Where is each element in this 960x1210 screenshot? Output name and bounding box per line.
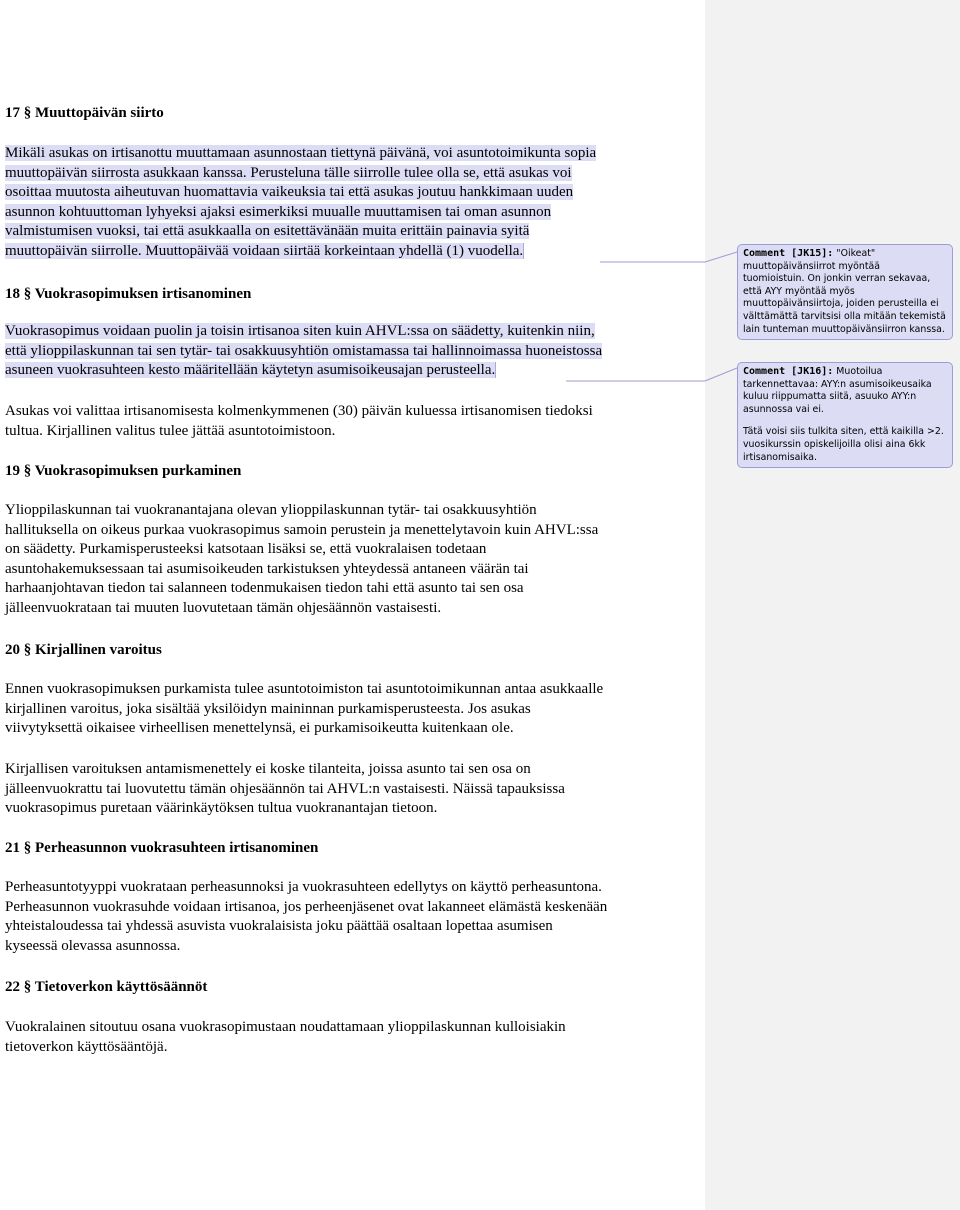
text-line: hallituksella on oikeus purkaa vuokrasopimus samoin perustein ja menettelytavoin kuin AHVL:ssa	[5, 521, 599, 538]
comment-text: kuluu riippumatta siitä, asuuko AYY:n	[743, 391, 917, 403]
comment-text: "Oikeat"	[836, 248, 876, 259]
comment-text: tuomioistuin. On jonkin verran sekavaa,	[743, 273, 931, 285]
section-18-paragraph-2[interactable]	[5, 402, 695, 441]
comment-spacer	[743, 416, 947, 426]
text-line: Mikäli asukas on irtisanottu muuttamaan asunnostaan tiettynä päivänä, voi asuntotoimikunta sopia	[5, 145, 597, 161]
text-line: Asukas voi valittaa irtisanomisesta kolmenkymmenen (30) päivän kuluessa irtisanomisen tiedoksi	[5, 403, 593, 419]
comment-text: Muotoilua	[836, 366, 883, 377]
text-line: tultua. Kirjallinen valitus tulee jättää asuntotoimistoon.	[5, 422, 336, 439]
section-17-paragraph[interactable]	[5, 144, 695, 261]
text-line: Vuokralainen sitoutuu osana vuokrasopimustaan noudattamaan ylioppilaskunnan kulloisiakin	[5, 1019, 566, 1035]
comment-text: vuosikurssin opiskelijoilla olisi aina 6kk	[743, 438, 926, 450]
section-20-paragraph-2[interactable]	[5, 760, 695, 819]
text-line: kyseessä olevassa asunnossa.	[5, 937, 181, 954]
text-line: vuokrasopimus puretaan väärinkäytöksen tultua vuokranantajan tietoon.	[5, 800, 438, 816]
text-line: muuttopäivän siirrosta asukkaan kanssa. Perusteluna tälle siirrolle tulee olla se, että asukas voi	[5, 164, 572, 181]
text-line: Ylioppilaskunnan tai vuokranantajana olevan ylioppilaskunnan tytär- tai osakkuusyhtiön	[5, 502, 537, 518]
comment-text: Tätä voisi siis tulkita siten, että kaikilla >2.	[743, 426, 944, 438]
text-line: asuneen vuokrasuhteen kesto määritellään käytetyn asumisoikeusajan perusteella.	[5, 362, 496, 378]
comment-text: asunnossa vai ei.	[743, 403, 824, 415]
text-line: että ylioppilaskunnan tai sen tytär- tai osakkuusyhtiön omistamassa tai hallinnoimassa huoneistossa	[5, 342, 603, 359]
text-line: valmistumisen vuoksi, tai että asukkaalla on esitettävänään muita erittäin painavia syitä	[5, 223, 530, 239]
text-line: osoittaa muutosta aiheutuvan huomattavia vaikeuksia tai että asukas joutuu hankkimaan uuden	[5, 184, 574, 200]
section-20-heading: 20 § Kirjallinen varoitus	[5, 642, 162, 658]
comment-text: muuttopäivänsiirtoja, joiden perusteilla ei	[743, 298, 939, 310]
text-line: asuntohakemuksessaan tai asumisoikeuden tarkistuksen yhteydessä antaneen väärän tai	[5, 560, 529, 577]
comment-text: irtisanomisaika.	[743, 451, 818, 463]
text-line: harhaanjohtavan tiedon tai salanneen todenmukaisen tiedon tahi että asunto tai sen osa	[5, 580, 524, 596]
section-21-heading: 21 § Perheasunnon vuokrasuhteen irtisanominen	[5, 840, 319, 856]
section-18-paragraph-1[interactable]	[5, 322, 695, 381]
comment-text: välttämättä tarvitsisi olla mitään tekemistä	[743, 310, 946, 322]
section-17-heading: 17 § Muuttopäivän siirto	[5, 105, 164, 121]
text-line: muuttopäivän siirrolle. Muuttopäivää voidaan siirtää korkeintaan yhdellä (1) vuodella.	[5, 242, 524, 259]
text-line: Ennen vuokrasopimuksen purkamista tulee asuntotoimiston tai asuntotoimikunnan antaa asukkaalle	[5, 681, 604, 697]
section-18-heading: 18 § Vuokrasopimuksen irtisanominen	[5, 286, 252, 302]
comment-text: muuttopäivänsiirrot myöntää	[743, 260, 880, 272]
connector-jk16-d	[705, 368, 737, 381]
section-19-heading: 19 § Vuokrasopimuksen purkaminen	[5, 463, 242, 479]
comment-text: lain tunteman muuttopäivänsiirron kanssa.	[743, 323, 945, 335]
section-22-heading: 22 § Tietoverkon käyttösäännöt	[5, 979, 208, 995]
section-22-paragraph[interactable]	[5, 1018, 695, 1057]
comment-tag: Comment [JK15]:	[743, 248, 834, 259]
comment-balloon-jk15[interactable]	[737, 244, 953, 340]
text-line: Vuokrasopimus voidaan puolin ja toisin irtisanoa siten kuin AHVL:ssa on säädetty, kuitenkin niin,	[5, 323, 595, 339]
text-line: asunnon kohtuuttoman lyhyeksi ajaksi esimerkiksi muualle muuttamisen tai oman asunnon	[5, 203, 552, 220]
text-line: jälleenvuokrataan tai muuten luovutetaan tämän ohjesäännön vastaisesti.	[5, 599, 442, 616]
text-line: yhteistaloudessa tai yhdessä asuvista vuokralaisista joku päättää osaltaan lopettaa asumisen	[5, 918, 553, 934]
text-line: tietoverkon käyttösääntöjä.	[5, 1038, 168, 1055]
text-line: on säädetty. Purkamisperusteeksi katsotaan lisäksi se, että vuokralaisen todetaan	[5, 541, 487, 557]
text-line: viivytyksettä oikaisee virheellisen menettelynsä, ei purkamisoikeutta kuitenkaan ole.	[5, 720, 514, 736]
text-line: Perheasuntotyyppi vuokrataan perheasunnoksi ja vuokrasuhteen edellytys on käyttö perheasuntona.	[5, 879, 602, 895]
connector-jk15-d	[705, 252, 737, 262]
text-line: Perheasunnon vuokrasuhde voidaan irtisanoa, jos perheenjäsenet ovat lakanneet elämästä keskenään	[5, 898, 608, 915]
section-19-paragraph[interactable]	[5, 501, 695, 618]
comment-tag: Comment [JK16]:	[743, 366, 834, 377]
text-line: Kirjallisen varoituksen antamismenettely ei koske tilanteita, joissa asunto tai sen osa on	[5, 761, 531, 777]
section-20-paragraph-1[interactable]	[5, 680, 695, 739]
comment-text: että AYY myöntää myös	[743, 285, 855, 297]
comment-balloon-jk16[interactable]	[737, 362, 953, 468]
text-line: jälleenvuokrattu tai luovutettu tämän ohjesäännön tai AHVL:n vastaisesti. Näissä tapauksissa	[5, 780, 565, 797]
text-line: kirjallinen varoitus, joka sisältää yksilöidyn maininnan purkamisperusteesta. Jos asukas	[5, 700, 531, 717]
comment-text: tarkennettavaa: AYY:n asumisoikeusaika	[743, 378, 932, 390]
section-21-paragraph[interactable]	[5, 878, 695, 956]
